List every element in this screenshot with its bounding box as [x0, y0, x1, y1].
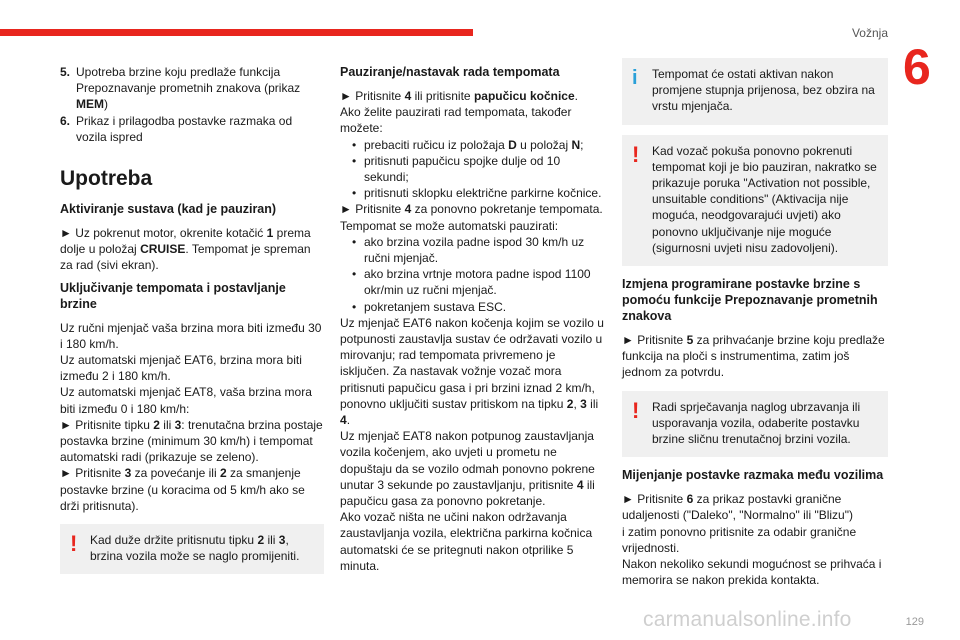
- page-number: 129: [905, 616, 924, 628]
- paragraph-switch-on: Uz ručni mjenjač vaša brzina mora biti između 30 i 180 km/h. Uz automatski mjenjač EAT6, brzina mora biti između 2 i 180 km/h. Uz automatski mjenjač EAT8, vaša brzina mora biti između 0 i 180 km/h: ► Pritisnite tipku 2 ili 3: trenutačna brzina postaje postavka brzine (minimum 30 km/h) i tempomat automatski radi (prikazuje se zeleno). ► Pritisnite 3 za povećanje ili 2 za smanjenje postavke brzine (u koracima od 5 km/h ako se drži pritisnuta).: [60, 320, 323, 513]
- section-title: Upotreba: [60, 167, 153, 191]
- auto-pause-list: [340, 234, 606, 315]
- warning-icon: !: [632, 141, 640, 167]
- subheading-distance: Mijenjanje postavke razmaka među vozilima: [622, 468, 884, 483]
- warning-text: Kad duže držite pritisnutu tipku 2 ili 3, brzina vozila može se naglo promijeniti.: [90, 533, 300, 564]
- column-left: [60, 64, 324, 584]
- warning-box: [622, 391, 888, 458]
- list-item: • pritisnuti sklopku električne parkirne kočnice.: [352, 185, 606, 201]
- subheading-activation: Aktiviranje sustava (kad je pauziran): [60, 202, 277, 217]
- subheading-pause: Pauziranje/nastavak rada tempomata: [340, 65, 560, 79]
- list-item: [60, 113, 324, 145]
- item-number: 5.: [60, 65, 71, 79]
- list-item: • ako brzina vozila padne ispod 30 km/h uz ručni mjenjač.: [352, 234, 606, 266]
- paragraph-pause-intro: ► Pritisnite 4 ili pritisnite papučicu kočnice. Ako želite pauzirati rad tempomata, također možete:: [340, 89, 578, 136]
- paragraph-change-speed: ► Pritisnite 5 za prihvaćanje brzine koju predlaže funkcija na ploči s instrumentima, zatim još jednom za potvrdu.: [622, 333, 885, 380]
- item-text: Prikaz i prilagodba postavke razmaka od vozila ispred: [76, 113, 293, 144]
- warning-box: [60, 524, 324, 574]
- pause-list: [340, 137, 606, 202]
- list-item: • ako brzina vrtnje motora padne ispod 1100 okr/min uz ručni mjenjač.: [352, 266, 606, 298]
- column-right: [622, 58, 888, 588]
- running-head: Vožnja: [851, 26, 888, 40]
- header-red-bar: [0, 29, 473, 36]
- warning-icon: !: [70, 531, 78, 557]
- warning-text: Kad vozač pokuša ponovno pokrenuti tempomat koji je bio pauziran, nakratko se prikazuje poruka "Activation not possible, unsuitable conditions" (Aktivacija nije moguća, neodgovarajući uvjeti) ako ponovno uključivanje nije moguće (sigurnosni uvjeti nisu zadovoljeni).: [652, 143, 877, 255]
- chapter-number: 6: [903, 39, 931, 95]
- item-number: 6.: [60, 113, 71, 128]
- warning-box: [622, 135, 888, 266]
- info-text: Tempomat će ostati aktivan nakon promjene stupnja prijenosa, bez obzira na vrstu mjenjača.: [652, 67, 875, 114]
- info-box: [622, 58, 888, 125]
- paragraph-eat: Uz mjenjač EAT6 nakon kočenja kojim se vozilo u potpunosti zaustavlja sustav će održavati vozilo u mirovanju; rad tempomata privremeno je isključen. Za nastavak vožnje vozač mora pritisnuti papučicu gasa i pri brzini iznad 2 km/h, ponovno uključiti sustav pritiskom na tipku 2, 3 ili 4. Uz mjenjač EAT8 nakon potpunog zaustavljanja vozila kočenjem, ako uvjeti u prometu ne dopuštaju da se vozilo odmah ponovno pokrene unutar 3 sekunde po zaustavljanju, pritisnite 4 ili papučicu gasa za ponovno pokretanje. Ako vozač ništa ne učini nakon održavanja zaustavljanja vozila, električna parkirna kočnica automatski će se pritegnuti nakon otprilike 5 minuta.: [340, 315, 604, 573]
- watermark: carmanualsonline.info: [643, 608, 852, 631]
- paragraph-distance: ► Pritisnite 6 za prikaz postavki granične udaljenosti ("Daleko", "Normalno" ili "Blizu") i zatim ponovno pritisnite za odabir granične vrijednosti. Nakon nekoliko sekundi mogućnost se prihvaća i memorira se nakon prekida kontakta.: [622, 492, 882, 588]
- list-item: • pokretanjem sustava ESC.: [352, 299, 606, 315]
- subheading-change-speed: Izmjena programirane postavke brzine s pomoću funkcije Prepoznavanje prometnih znakova: [622, 277, 878, 324]
- paragraph-resume-intro: ► Pritisnite 4 za ponovno pokretanje tempomata. Tempomat se može automatski pauzirati:: [340, 202, 603, 233]
- list-item: [60, 64, 324, 113]
- column-middle: [340, 58, 606, 574]
- info-icon: i: [632, 67, 638, 89]
- list-item: • prebaciti ručicu iz položaja D u položaj N;: [352, 137, 606, 153]
- subheading-switch-on: Uključivanje tempomata i postavljanje brzine: [60, 280, 286, 311]
- list-item: • pritisnuti papučicu spojke dulje od 10 sekundi;: [352, 153, 606, 185]
- item-text: Upotreba brzine koju predlaže funkcija Prepoznavanje prometnih znakova (prikaz MEM): [76, 65, 301, 112]
- warning-icon: !: [632, 397, 640, 423]
- warning-text: Radi sprječavanja naglog ubrzavanja ili usporavanja vozila, odaberite postavku brzine sličnu trenutačnoj brzini vozila.: [652, 399, 861, 447]
- paragraph-activation: ► Uz pokrenut motor, okrenite kotačić 1 prema dolje u položaj CRUISE. Tempomat je spreman za rad (sivi ekran).: [60, 226, 311, 273]
